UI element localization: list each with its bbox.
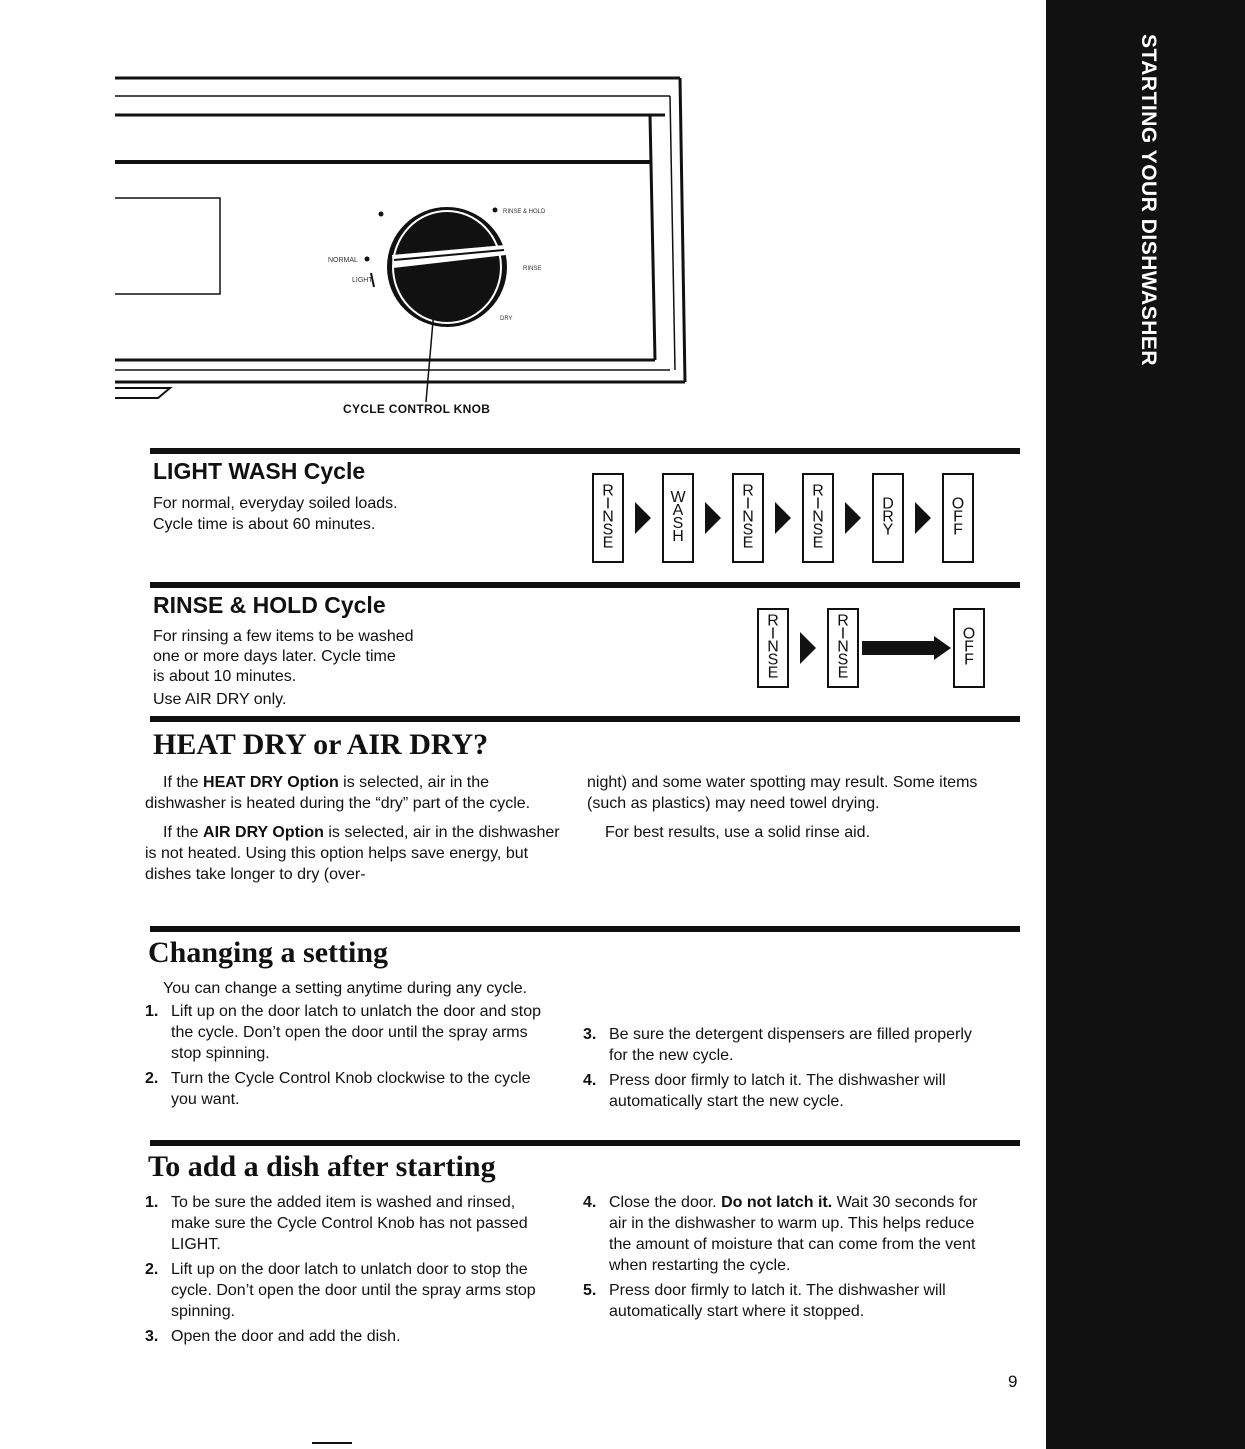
add-dish-title: To add a dish after starting bbox=[148, 1150, 496, 1183]
list-item: 4. Close the door. Do not latch it. Wait 30 seconds for air in the dishwasher to warm up. This helps reduce the amount of moisture that can come from the vent when restarting the cycle. bbox=[583, 1194, 978, 1274]
svg-text:I: I bbox=[840, 625, 846, 643]
rinse-aid-paragraph: For best results, use a solid rinse aid. bbox=[605, 824, 871, 841]
svg-text:F: F bbox=[953, 521, 963, 539]
divider-rule bbox=[150, 448, 1020, 454]
step-arrow bbox=[862, 636, 951, 660]
control-panel-illustration bbox=[110, 70, 700, 420]
step-arrow bbox=[635, 502, 651, 534]
heat-dry-right-column bbox=[587, 772, 997, 851]
svg-text:F: F bbox=[964, 638, 974, 656]
step-box-rinse bbox=[733, 474, 763, 562]
knob-label-normal: NORMAL bbox=[328, 257, 358, 264]
list-item: 5. Press door firmly to latch it. The dishwasher will automatically start where it stopped. bbox=[583, 1282, 946, 1320]
svg-text:I: I bbox=[605, 495, 611, 513]
svg-text:R: R bbox=[812, 482, 824, 500]
step-box-wash bbox=[663, 474, 693, 562]
list-item: 4. Press door firmly to latch it. The dishwasher will automatically start the new cycle. bbox=[583, 1072, 946, 1110]
footer-mark bbox=[312, 1442, 352, 1444]
svg-text:S: S bbox=[742, 521, 754, 539]
step-arrow bbox=[705, 502, 721, 534]
svg-text:R: R bbox=[767, 612, 779, 630]
figure-caption: CYCLE CONTROL KNOB bbox=[343, 402, 491, 416]
add-dish-right-column bbox=[583, 1192, 993, 1326]
svg-text:R: R bbox=[602, 482, 614, 500]
svg-text:S: S bbox=[602, 521, 614, 539]
svg-text:S: S bbox=[767, 651, 779, 669]
rinse-hold-sequence bbox=[755, 605, 1020, 695]
svg-text:E: E bbox=[837, 664, 849, 682]
step-arrow bbox=[800, 632, 816, 664]
step-box-off bbox=[943, 474, 973, 562]
step-box-rinse bbox=[593, 474, 623, 562]
svg-text:N: N bbox=[767, 638, 779, 656]
knob-label-rinse-hold: RINSE & HOLD bbox=[503, 209, 546, 215]
svg-text:I: I bbox=[770, 625, 776, 643]
svg-text:F: F bbox=[953, 508, 963, 526]
light-wash-line-2: Cycle time is about 60 minutes. bbox=[153, 516, 376, 533]
heat-dry-left-column bbox=[145, 772, 560, 893]
step-box-rinse bbox=[758, 609, 788, 687]
light-wash-title: LIGHT WASH Cycle bbox=[153, 458, 366, 484]
list-item: 1. To be sure the added item is washed and rinsed, make sure the Cycle Control Knob has not passed LIGHT. bbox=[145, 1194, 528, 1253]
changing-title: Changing a setting bbox=[148, 936, 389, 969]
svg-text:S: S bbox=[837, 651, 849, 669]
knob-label-rinse: RINSE bbox=[523, 266, 542, 272]
rinse-hold-line-1: For rinsing a few items to be washed bbox=[153, 628, 414, 645]
svg-text:S: S bbox=[672, 515, 684, 532]
heat-dry-title: HEAT DRY or AIR DRY? bbox=[153, 728, 489, 761]
svg-text:O: O bbox=[962, 625, 976, 643]
list-item: 1. Lift up on the door latch to unlatch the door and stop the cycle. Don’t open the door until the spray arms stop spinning. bbox=[145, 1003, 542, 1062]
divider-rule bbox=[150, 926, 1020, 932]
step-box-rinse bbox=[803, 474, 833, 562]
svg-text:E: E bbox=[767, 664, 779, 682]
spotting-paragraph: night) and some water spotting may result. Some items (such as plastics) may need towel drying. bbox=[587, 774, 978, 812]
svg-text:E: E bbox=[602, 534, 614, 552]
svg-text:Y: Y bbox=[882, 521, 894, 539]
divider-rule bbox=[150, 1140, 1020, 1146]
list-item: 3. Open the door and add the dish. bbox=[145, 1328, 401, 1345]
svg-text:F: F bbox=[964, 651, 974, 669]
list-item: 3. Be sure the detergent dispensers are filled properly for the new cycle. bbox=[583, 1026, 972, 1064]
rinse-hold-line-3: is about 10 minutes. bbox=[153, 668, 297, 685]
knob-label-light: LIGHT bbox=[352, 277, 373, 284]
rinse-hold-line-2: one or more days later. Cycle time bbox=[153, 648, 396, 665]
svg-text:R: R bbox=[742, 482, 754, 500]
step-arrow bbox=[845, 502, 861, 534]
side-tab-label: STARTING YOUR DISHWASHER bbox=[1137, 33, 1160, 367]
rinse-hold-title: RINSE & HOLD Cycle bbox=[153, 592, 386, 618]
svg-text:I: I bbox=[815, 495, 821, 513]
svg-text:R: R bbox=[882, 508, 894, 526]
page-number: 9 bbox=[1008, 1372, 1018, 1391]
svg-text:N: N bbox=[812, 508, 824, 526]
step-box-dry bbox=[873, 474, 903, 562]
svg-text:O: O bbox=[951, 495, 965, 513]
svg-text:R: R bbox=[837, 612, 849, 630]
changing-intro: You can change a setting anytime during any cycle. bbox=[163, 980, 528, 997]
svg-text:N: N bbox=[742, 508, 754, 526]
svg-text:D: D bbox=[882, 495, 894, 513]
step-box-rinse bbox=[828, 609, 858, 687]
list-item: 2. Lift up on the door latch to unlatch door to stop the cycle. Don’t open the door until the spray arms stop spinning. bbox=[145, 1261, 536, 1320]
svg-text:N: N bbox=[602, 508, 614, 526]
divider-rule bbox=[150, 582, 1020, 588]
knob-label-dry: DRY bbox=[500, 316, 513, 322]
light-wash-sequence bbox=[590, 470, 1020, 570]
svg-text:A: A bbox=[672, 502, 684, 519]
heat-dry-paragraph: If the HEAT DRY Option is selected, air in the dishwasher is heated during the “dry” part of the cycle. bbox=[145, 774, 531, 812]
changing-left-column bbox=[145, 978, 555, 1114]
step-arrow bbox=[775, 502, 791, 534]
svg-text:I: I bbox=[745, 495, 751, 513]
changing-right-column bbox=[583, 1024, 993, 1116]
rinse-hold-note: Use AIR DRY only. bbox=[153, 691, 287, 708]
svg-text:W: W bbox=[670, 489, 686, 506]
step-arrow bbox=[915, 502, 931, 534]
svg-text:E: E bbox=[812, 534, 824, 552]
svg-text:H: H bbox=[672, 528, 684, 545]
add-dish-left-column bbox=[145, 1192, 555, 1351]
list-item: 2. Turn the Cycle Control Knob clockwise to the cycle you want. bbox=[145, 1070, 531, 1108]
step-box-off bbox=[954, 609, 984, 687]
svg-text:S: S bbox=[812, 521, 824, 539]
svg-text:N: N bbox=[837, 638, 849, 656]
air-dry-paragraph: If the AIR DRY Option is selected, air in the dishwasher is not heated. Using this option helps save energy, but dishes take longer to dry (over- bbox=[145, 824, 560, 883]
divider-rule bbox=[150, 716, 1020, 722]
light-wash-line-1: For normal, everyday soiled loads. bbox=[153, 495, 398, 512]
svg-text:E: E bbox=[742, 534, 754, 552]
